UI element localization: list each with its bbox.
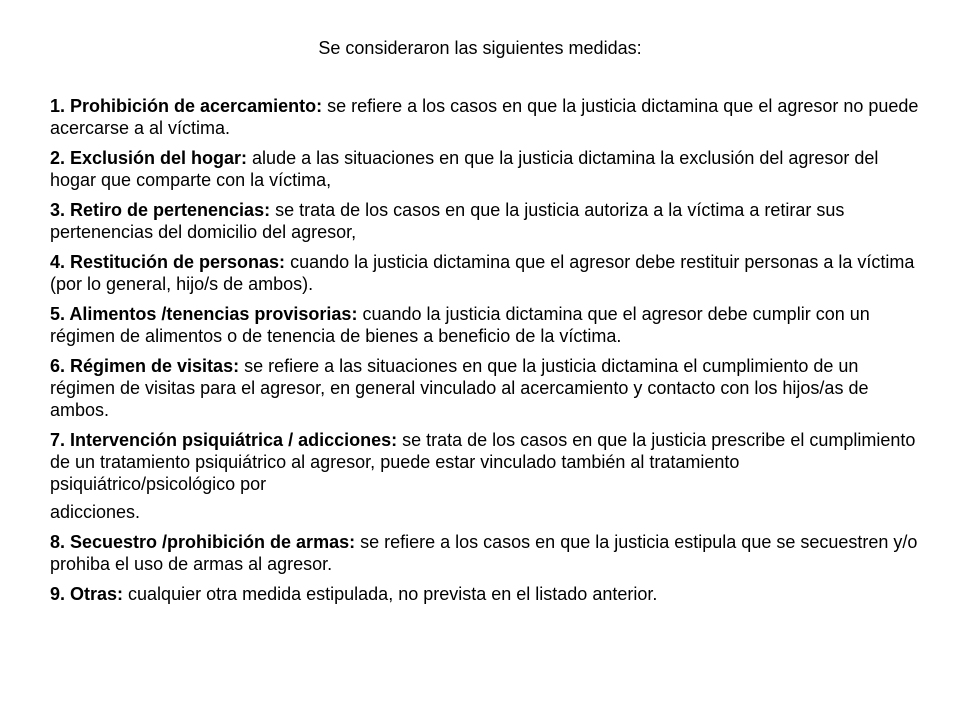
item-text: se refiere a los casos en que la justicia estipula que se secuestren y/o prohiba el uso de armas al agresor. bbox=[50, 532, 918, 574]
list-item bbox=[50, 251, 920, 295]
item-term: 8. Secuestro /prohibición de armas: bbox=[50, 532, 356, 552]
list-item bbox=[50, 531, 920, 575]
item-text: se refiere a los casos en que la justicia dictamina que el agresor no puede acercarse a al víctima. bbox=[50, 96, 919, 138]
item-text: cualquier otra medida estipulada, no prevista en el listado anterior. bbox=[123, 584, 658, 604]
item-term: 2. Exclusión del hogar: bbox=[50, 148, 248, 168]
slide-heading: Se consideraron las siguientes medidas: bbox=[318, 38, 642, 58]
measures-list bbox=[50, 95, 920, 613]
item-text: se refiere a las situaciones en que la justicia dictamina el cumplimiento de un régimen de visitas para el agresor, en general vinculado al acercamiento y contacto con los hijos/as de ambos. bbox=[50, 356, 869, 420]
list-item bbox=[50, 303, 920, 347]
item-text: cuando la justicia dictamina que el agresor debe cumplir con un régimen de alimentos o de tenencia de bienes a beneficio de la víctima. bbox=[50, 304, 870, 346]
item-text: se trata de los casos en que la justicia autoriza a la víctima a retirar sus pertenencias del domicilio del agresor, bbox=[50, 200, 845, 242]
item-term: 9. Otras: bbox=[50, 584, 124, 604]
list-item bbox=[50, 199, 920, 243]
item-term: 1. Prohibición de acercamiento: bbox=[50, 96, 323, 116]
item-term: 5. Alimentos /tenencias provisorias: bbox=[50, 304, 358, 324]
list-item bbox=[50, 147, 920, 191]
item-term: 7. Intervención psiquiátrica / adicciones: bbox=[50, 430, 398, 450]
item-text: cuando la justicia dictamina que el agresor debe restituir personas a la víctima (por lo general, hijo/s de ambos). bbox=[50, 252, 915, 294]
item-term: 3. Retiro de pertenencias: bbox=[50, 200, 271, 220]
item-term: 6. Régimen de visitas: bbox=[50, 356, 240, 376]
item-text: se trata de los casos en que la justicia prescribe el cumplimiento de un tratamiento psiquiátrico al agresor, puede estar vinculado también al tratamiento psiquiátrico/psicológico por bbox=[50, 430, 916, 494]
list-item bbox=[50, 583, 920, 605]
list-item-continuation: adicciones. bbox=[50, 502, 141, 522]
list-item bbox=[50, 95, 920, 139]
item-text: alude a las situaciones en que la justicia dictamina la exclusión del agresor del hogar que comparte con la víctima, bbox=[50, 148, 879, 190]
list-item bbox=[50, 429, 920, 495]
item-term: 4. Restitución de personas: bbox=[50, 252, 286, 272]
list-item bbox=[50, 355, 920, 421]
